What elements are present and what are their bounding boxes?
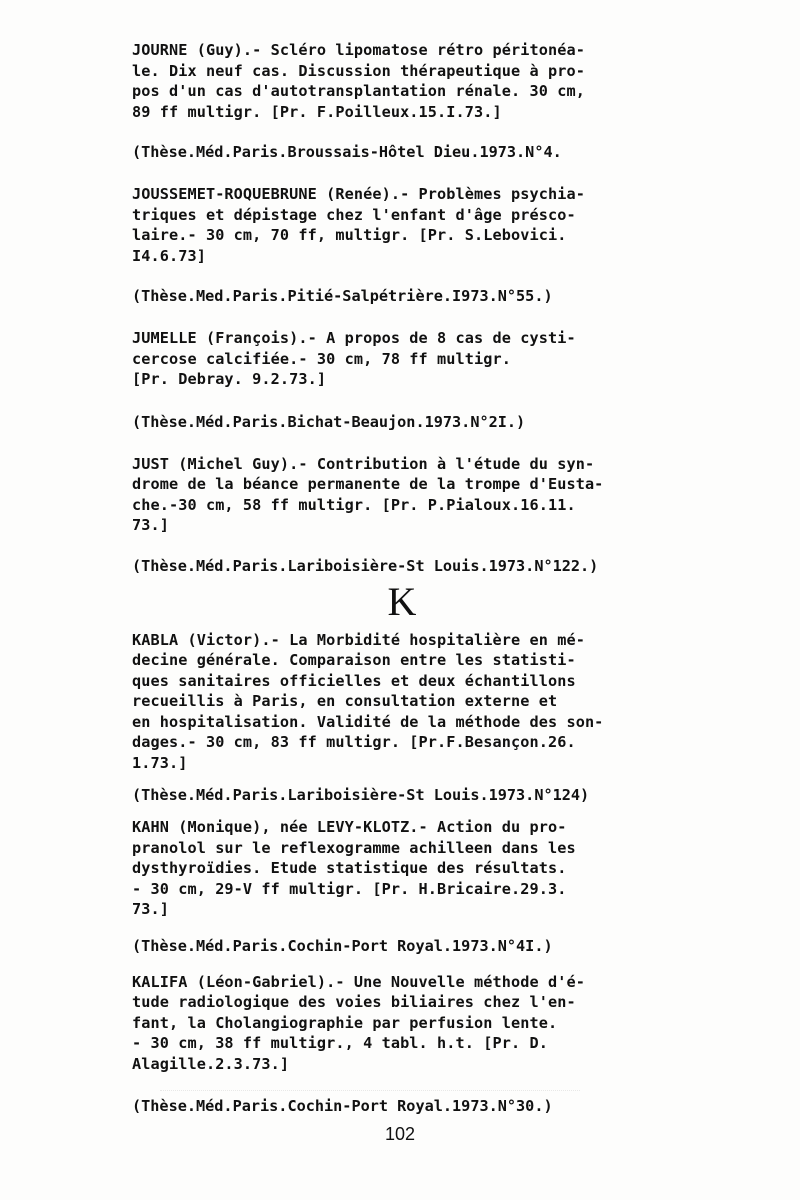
entry-line: KABLA (Victor).- La Morbidité hospitalière en mé- xyxy=(132,630,585,649)
bibliography-entry xyxy=(132,184,672,306)
entry-line: che.-30 cm, 58 ff multigr. [Pr. P.Pialoux.16.11. xyxy=(132,495,576,514)
entry-line: JOUSSEMET-ROQUEBRUNE (Renée).- Problèmes psychia- xyxy=(132,185,585,203)
entry-line: JUST (Michel Guy).- Contribution à l'étude du syn- xyxy=(132,454,595,473)
section-letter-heading: K xyxy=(387,578,417,624)
entry-line: JUMELLE (François).- A propos de 8 cas de cysti- xyxy=(132,329,576,347)
entry-line: pos d'un cas d'autotransplantation rénale. 30 cm, xyxy=(132,82,585,100)
entry-line: tude radiologique des voies biliaires chez l'en- xyxy=(132,993,576,1011)
entry-line: Alagille.2.3.73.] xyxy=(132,1054,290,1073)
entry-line: le. Dix neuf cas. Discussion thérapeutique à pro- xyxy=(132,61,585,80)
entry-line: drome de la béance permanente de la trompe d'Eusta- xyxy=(132,475,604,493)
bibliography-entry xyxy=(132,817,672,956)
entry-line: fant, la Cholangiographie par perfusion lente. xyxy=(132,1013,558,1032)
entry-imprint: (Thèse.Méd.Paris.Bichat-Beaujon.1973.N°2I.) xyxy=(132,412,526,431)
entry-line: en hospitalisation. Validité de la méthode des son- xyxy=(132,712,604,731)
entry-line: 73.] xyxy=(132,900,169,918)
entry-line: [Pr. Debray. 9.2.73.] xyxy=(132,370,327,388)
entry-line: KALIFA (Léon-Gabriel).- Une Nouvelle méthode d'é- xyxy=(132,972,585,991)
entry-line: laire.- 30 cm, 70 ff, multigr. [Pr. S.Lebovici. xyxy=(132,226,567,244)
entry-line: 1.73.] xyxy=(132,753,188,772)
bibliography-column xyxy=(132,40,672,1116)
entry-text xyxy=(132,972,672,1075)
entry-line: 89 ff multigr. [Pr. F.Poilleux.15.I.73.] xyxy=(132,102,502,121)
entry-text xyxy=(132,630,672,774)
entry-imprint: (Thèse.Med.Paris.Pitié-Salpétrière.I973.N°55.) xyxy=(132,287,553,305)
entry-text xyxy=(132,454,672,536)
entry-imprint: (Thèse.Méd.Paris.Lariboisière-St Louis.1973.N°124) xyxy=(132,786,590,804)
entry-line: dages.- 30 cm, 83 ff multigr. [Pr.F.Besançon.26. xyxy=(132,733,576,751)
entry-line: ques sanitaires officielles et deux échantillons xyxy=(132,671,576,690)
entry-line: I4.6.73] xyxy=(132,246,206,265)
entry-line: pranolol sur le reflexogramme achilleen dans les xyxy=(132,838,576,857)
bibliography-entry xyxy=(132,630,672,806)
entry-line: 73.] xyxy=(132,516,169,534)
entry-line: dysthyroïdies. Etude statistique des résultats. xyxy=(132,859,567,877)
entry-line: cercose calcifiée.- 30 cm, 78 ff multigr. xyxy=(132,349,511,368)
page-number: 102 xyxy=(384,1124,416,1144)
entry-text xyxy=(132,184,672,266)
entry-text xyxy=(132,40,672,122)
entry-line: JOURNE (Guy).- Scléro lipomatose rétro péritonéa- xyxy=(132,41,585,59)
bibliography-entry xyxy=(132,328,672,432)
entry-imprint: (Thèse.Méd.Paris.Cochin-Port Royal.1973.N°30.) xyxy=(132,1097,553,1115)
entry-line: - 30 cm, 29-V ff multigr. [Pr. H.Bricaire.29.3. xyxy=(132,879,567,898)
show-through-artifact xyxy=(160,1090,580,1103)
entry-line: recueillis à Paris, en consultation externe et xyxy=(132,692,558,710)
bibliography-entry xyxy=(132,40,672,162)
entry-text xyxy=(132,817,672,920)
entry-line: decine générale. Comparaison entre les statisti- xyxy=(132,651,576,669)
entry-line: KAHN (Monique), née LEVY-KLOTZ.- Action du pro- xyxy=(132,818,567,836)
entry-imprint: (Thèse.Méd.Paris.Broussais-Hôtel Dieu.1973.N°4. xyxy=(132,143,562,161)
entry-text xyxy=(132,328,672,390)
entry-line: - 30 cm, 38 ff multigr., 4 tabl. h.t. [Pr. D. xyxy=(132,1034,548,1052)
entry-imprint: (Thèse.Méd.Paris.Cochin-Port Royal.1973.N°4I.) xyxy=(132,936,553,955)
bibliography-entry xyxy=(132,454,672,576)
entry-imprint: (Thèse.Méd.Paris.Lariboisière-St Louis.1973.N°122.) xyxy=(132,556,599,575)
entry-line: triques et dépistage chez l'enfant d'âge présco- xyxy=(132,205,576,224)
